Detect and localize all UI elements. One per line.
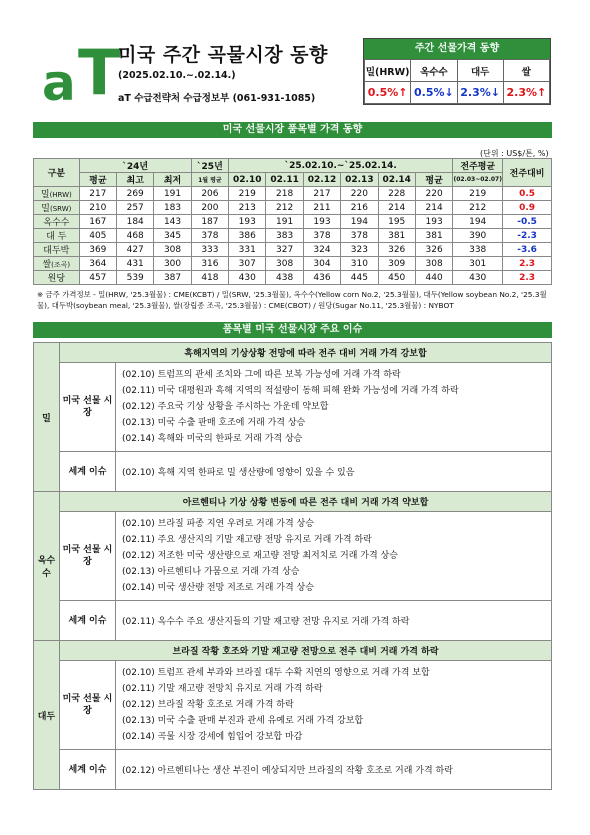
price-cell: 217 bbox=[303, 187, 340, 201]
us-market-row bbox=[34, 661, 552, 750]
logo-letter-t: T bbox=[78, 36, 121, 109]
price-cell: 378 bbox=[341, 229, 378, 243]
price-cell: 309 bbox=[378, 257, 415, 271]
price-cell: 378 bbox=[191, 229, 228, 243]
price-cell: 194 bbox=[341, 215, 378, 229]
price-cell: 304 bbox=[303, 257, 340, 271]
issue-item: (02.11) 미국 대평원과 흑해 지역의 적설량이 동해 피해 완화 가능성에 거래 가격 하락 bbox=[122, 386, 459, 396]
price-cell: 228 bbox=[378, 187, 415, 201]
summary-label: 대두 bbox=[457, 60, 503, 82]
price-cell: 436 bbox=[303, 271, 340, 285]
price-cell: 333 bbox=[191, 243, 228, 257]
header-change: 전주대비 bbox=[503, 159, 552, 187]
weekly-futures-summary bbox=[363, 38, 551, 105]
section-title-issues: 품목별 미국 선물시장 주요 이슈 bbox=[33, 322, 552, 338]
price-cell: 430 bbox=[229, 271, 266, 285]
table-row bbox=[34, 271, 552, 285]
price-cell: 191 bbox=[266, 215, 303, 229]
price-cell: 418 bbox=[191, 271, 228, 285]
issue-item: (02.11) 기말 재고량 전망치 유지로 거래 가격 하락 bbox=[122, 684, 323, 694]
header-category: 구분 bbox=[34, 159, 80, 187]
report-period: (2025.02.10.~.02.14.) bbox=[118, 70, 236, 81]
us-market-items bbox=[116, 363, 552, 452]
header-prev-week: 전주평균 bbox=[453, 159, 503, 173]
price-cell: 430 bbox=[453, 271, 503, 285]
price-cell: 301 bbox=[453, 257, 503, 271]
issue-title: 아르헨티나 기상 상황 변동에 따른 전주 대비 거래 가격 약보합 bbox=[60, 492, 552, 512]
header-date: 02.14 bbox=[378, 173, 415, 187]
header-jan-avg: 1월 평균 bbox=[191, 173, 228, 187]
issue-title-row bbox=[34, 343, 552, 363]
issue-item: (02.13) 아르헨티나 가뭄으로 거래 가격 상승 bbox=[122, 567, 300, 577]
price-cell: 187 bbox=[191, 215, 228, 229]
price-cell: 218 bbox=[266, 187, 303, 201]
issue-item: (02.11) 주요 생산지의 기말 재고량 전망 유지로 거래 가격 하락 bbox=[122, 535, 372, 545]
world-issue-label: 세계 이슈 bbox=[60, 601, 116, 641]
price-cell: 378 bbox=[303, 229, 340, 243]
row-label: 밀(SRW) bbox=[34, 201, 80, 215]
issues-table bbox=[33, 342, 552, 790]
world-issue-row bbox=[34, 452, 552, 492]
issue-item: (02.10) 트럼프의 관세 조치와 그에 따른 보복 가능성에 거래 가격 하락 bbox=[122, 370, 401, 380]
price-cell: 217 bbox=[79, 187, 116, 201]
crop-label: 옥수수 bbox=[34, 492, 60, 641]
header-week-avg: 평균 bbox=[415, 173, 452, 187]
header-date: 02.11 bbox=[266, 173, 303, 187]
price-cell: 195 bbox=[378, 215, 415, 229]
issue-title-row bbox=[34, 641, 552, 661]
summary-title: 주간 선물가격 동향 bbox=[364, 39, 550, 59]
price-cell: 369 bbox=[79, 243, 116, 257]
table-row bbox=[34, 257, 552, 271]
summary-label: 쌀 bbox=[503, 60, 549, 82]
us-market-row bbox=[34, 512, 552, 601]
header-2025: `25년 bbox=[191, 159, 228, 173]
table-row bbox=[34, 229, 552, 243]
change-cell: -2.3 bbox=[503, 229, 552, 243]
price-cell: 383 bbox=[266, 229, 303, 243]
price-cell: 440 bbox=[415, 271, 452, 285]
table-row bbox=[34, 215, 552, 229]
price-cell: 390 bbox=[453, 229, 503, 243]
crop-label: 밀 bbox=[34, 343, 60, 492]
issue-item: (02.12) 저조한 미국 생산량으로 재고량 전망 최저치로 거래 가격 상승 bbox=[122, 551, 398, 561]
price-cell: 326 bbox=[378, 243, 415, 257]
header-date: 02.10 bbox=[229, 173, 266, 187]
price-cell: 191 bbox=[154, 187, 191, 201]
price-cell: 216 bbox=[341, 201, 378, 215]
table-row bbox=[34, 187, 552, 201]
world-issue-label: 세계 이슈 bbox=[60, 750, 116, 790]
us-market-items bbox=[116, 512, 552, 601]
price-cell: 167 bbox=[79, 215, 116, 229]
row-label: 대두박 bbox=[34, 243, 80, 257]
price-cell: 308 bbox=[266, 257, 303, 271]
price-cell: 316 bbox=[191, 257, 228, 271]
summary-value-rice: 2.3%↑ bbox=[503, 82, 549, 104]
change-cell: 2.3 bbox=[503, 257, 552, 271]
price-cell: 220 bbox=[341, 187, 378, 201]
price-cell: 327 bbox=[266, 243, 303, 257]
summary-label: 옥수수 bbox=[411, 60, 457, 82]
us-market-items bbox=[116, 661, 552, 750]
price-cell: 323 bbox=[341, 243, 378, 257]
issue-item: (02.14) 곡물 시장 강세에 힘입어 강보합 마감 bbox=[122, 732, 303, 742]
price-cell: 219 bbox=[229, 187, 266, 201]
header-min: 최저 bbox=[154, 173, 191, 187]
issue-item: (02.14) 흑해와 미국의 한파로 거래 가격 상승 bbox=[122, 434, 303, 444]
price-cell: 211 bbox=[303, 201, 340, 215]
us-market-label: 미국 선물 시장 bbox=[60, 363, 116, 452]
issue-title: 흑해지역의 기상상황 전망에 따라 전주 대비 거래 가격 강보합 bbox=[60, 343, 552, 363]
price-cell: 193 bbox=[229, 215, 266, 229]
world-issue-row bbox=[34, 750, 552, 790]
price-cell: 457 bbox=[79, 271, 116, 285]
price-cell: 307 bbox=[229, 257, 266, 271]
world-issue-text: (02.11) 옥수수 주요 생산지들의 기말 재고량 전망 유지로 거래 가격 하락 bbox=[116, 601, 552, 641]
page-title: 미국 주간 곡물시장 동향 bbox=[118, 44, 328, 66]
issue-item: (02.14) 미국 생산량 전망 저조로 거래 가격 상승 bbox=[122, 583, 314, 593]
issue-item: (02.10) 트럼프 관세 부과와 브라질 대두 수확 지연의 영향으로 거래 가격 보합 bbox=[122, 668, 430, 678]
price-cell: 405 bbox=[79, 229, 116, 243]
price-cell: 213 bbox=[229, 201, 266, 215]
price-cell: 539 bbox=[117, 271, 154, 285]
price-cell: 364 bbox=[79, 257, 116, 271]
issue-item: (02.13) 미국 수출 판매 호조에 거래 가격 상승 bbox=[122, 418, 306, 428]
price-cell: 206 bbox=[191, 187, 228, 201]
price-cell: 214 bbox=[378, 201, 415, 215]
world-issue-row bbox=[34, 601, 552, 641]
price-cell: 212 bbox=[266, 201, 303, 215]
summary-value-corn: 0.5%↓ bbox=[411, 82, 457, 104]
change-cell: -0.5 bbox=[503, 215, 552, 229]
us-market-label: 미국 선물 시장 bbox=[60, 512, 116, 601]
price-cell: 212 bbox=[453, 201, 503, 215]
issue-item: (02.10) 브라질 파종 지연 우려로 거래 가격 상승 bbox=[122, 519, 314, 529]
summary-label: 밀(HRW) bbox=[365, 60, 411, 82]
row-label: 쌀(조곡) bbox=[34, 257, 80, 271]
price-cell: 338 bbox=[453, 243, 503, 257]
price-cell: 214 bbox=[415, 201, 452, 215]
header-date: 02.12 bbox=[303, 173, 340, 187]
us-market-label: 미국 선물 시장 bbox=[60, 661, 116, 750]
table-row bbox=[34, 243, 552, 257]
header-week: `25.02.10.~`25.02.14. bbox=[229, 159, 453, 173]
price-cell: 257 bbox=[117, 201, 154, 215]
price-cell: 308 bbox=[415, 257, 452, 271]
price-source-note: ※ 금주 가격정보 - 밀(HRW, '25.3월물) : CME(KCBT) / 밀(SRW, '25.3월물), 옥수수(Yellow corn No.2, '25.3월물), 대두(Yellow soybean No.2, '25.3월물), 대두박(soybean meal, '25.3월물), 쌀(장립종 조곡, '25.3월물) : CME(CBOT) / 원당(Sugar No.11, '25.3월물) : NYBOT bbox=[37, 290, 547, 310]
price-cell: 386 bbox=[229, 229, 266, 243]
section-title-prices: 미국 선물시장 품목별 가격 동향 bbox=[33, 122, 552, 138]
header-prev-range: (02.03~02.07) bbox=[453, 173, 503, 187]
price-cell: 310 bbox=[341, 257, 378, 271]
price-cell: 324 bbox=[303, 243, 340, 257]
header-avg: 평균 bbox=[79, 173, 116, 187]
issue-title: 브라질 작황 호조와 기말 재고량 전망으로 전주 대비 거래 가격 하락 bbox=[60, 641, 552, 661]
price-cell: 308 bbox=[154, 243, 191, 257]
issue-item: (02.13) 미국 수출 판매 부진과 관세 유예로 거래 가격 강보합 bbox=[122, 716, 364, 726]
price-cell: 200 bbox=[191, 201, 228, 215]
table-row bbox=[34, 201, 552, 215]
price-cell: 220 bbox=[415, 187, 452, 201]
change-cell: -3.6 bbox=[503, 243, 552, 257]
price-cell: 193 bbox=[303, 215, 340, 229]
price-cell: 194 bbox=[453, 215, 503, 229]
price-cell: 445 bbox=[341, 271, 378, 285]
change-cell: 2.3 bbox=[503, 271, 552, 285]
arrow-down-icon: ↓ bbox=[490, 86, 500, 99]
us-market-row bbox=[34, 363, 552, 452]
header-date: 02.13 bbox=[341, 173, 378, 187]
summary-table bbox=[364, 59, 550, 104]
department-contact: aT 수급전략처 수급정보부 (061-931-1085) bbox=[118, 93, 316, 104]
issue-title-row bbox=[34, 492, 552, 512]
at-logo bbox=[40, 36, 121, 112]
row-label: 원당 bbox=[34, 271, 80, 285]
world-issue-text: (02.12) 아르헨티나는 생산 부진이 예상되지만 브라질의 작황 호조로 거래 가격 하락 bbox=[116, 750, 552, 790]
summary-value-soybean: 2.3%↓ bbox=[457, 82, 503, 104]
price-cell: 210 bbox=[79, 201, 116, 215]
summary-value-wheat: 0.5%↑ bbox=[365, 82, 411, 104]
logo-letter-a: a bbox=[42, 54, 74, 112]
price-cell: 326 bbox=[415, 243, 452, 257]
price-cell: 438 bbox=[266, 271, 303, 285]
price-cell: 143 bbox=[154, 215, 191, 229]
price-cell: 269 bbox=[117, 187, 154, 201]
row-label: 밀(HRW) bbox=[34, 187, 80, 201]
price-cell: 183 bbox=[154, 201, 191, 215]
change-cell: 0.5 bbox=[503, 187, 552, 201]
arrow-down-icon: ↓ bbox=[444, 86, 454, 99]
price-cell: 468 bbox=[117, 229, 154, 243]
crop-label: 대두 bbox=[34, 641, 60, 790]
unit-label: (단위 : US$/톤, %) bbox=[480, 149, 549, 158]
change-cell: 0.9 bbox=[503, 201, 552, 215]
header-max: 최고 bbox=[117, 173, 154, 187]
price-cell: 431 bbox=[117, 257, 154, 271]
header-2024: `24년 bbox=[79, 159, 191, 173]
world-issue-label: 세계 이슈 bbox=[60, 452, 116, 492]
price-cell: 193 bbox=[415, 215, 452, 229]
issue-item: (02.12) 주요국 기상 상황을 주시하는 가운데 약보합 bbox=[122, 402, 329, 412]
price-cell: 219 bbox=[453, 187, 503, 201]
arrow-up-icon: ↑ bbox=[537, 86, 547, 99]
price-cell: 427 bbox=[117, 243, 154, 257]
price-cell: 387 bbox=[154, 271, 191, 285]
price-cell: 381 bbox=[415, 229, 452, 243]
row-label: 대 두 bbox=[34, 229, 80, 243]
price-cell: 300 bbox=[154, 257, 191, 271]
price-cell: 345 bbox=[154, 229, 191, 243]
price-cell: 331 bbox=[229, 243, 266, 257]
row-label: 옥수수 bbox=[34, 215, 80, 229]
issue-item: (02.12) 브라질 작황 호조로 거래 가격 하락 bbox=[122, 700, 294, 710]
price-cell: 184 bbox=[117, 215, 154, 229]
world-issue-text: (02.10) 흑해 지역 한파로 밀 생산량에 영향이 있을 수 있음 bbox=[116, 452, 552, 492]
price-cell: 381 bbox=[378, 229, 415, 243]
price-cell: 450 bbox=[378, 271, 415, 285]
arrow-up-icon: ↑ bbox=[398, 86, 408, 99]
price-table bbox=[33, 158, 552, 285]
